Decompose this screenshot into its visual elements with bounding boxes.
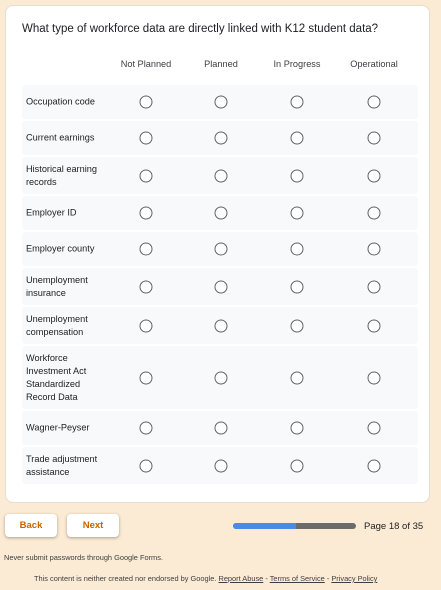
- row-label: Occupation code: [26, 96, 95, 107]
- radio-not-planned[interactable]: [140, 280, 153, 293]
- radio-in-progress[interactable]: [291, 207, 304, 220]
- radio-not-planned[interactable]: [140, 132, 153, 145]
- radio-planned[interactable]: [215, 96, 228, 109]
- radio-operational[interactable]: [368, 459, 381, 472]
- row-label: Trade adjustment assistance: [26, 453, 98, 477]
- grid-row: [22, 157, 418, 194]
- column-header-planned: Planned: [204, 59, 238, 69]
- grid-row: [22, 232, 418, 266]
- grid-row: [22, 196, 418, 230]
- grid-row: [22, 85, 418, 119]
- grid-row: [22, 447, 418, 484]
- radio-planned[interactable]: [215, 207, 228, 220]
- radio-operational[interactable]: [368, 96, 381, 109]
- radio-not-planned[interactable]: [140, 319, 153, 332]
- radio-operational[interactable]: [368, 371, 381, 384]
- question-title: What type of workforce data are directly linked with K12 student data?: [22, 23, 379, 35]
- radio-in-progress[interactable]: [291, 422, 304, 435]
- back-button[interactable]: Back: [5, 514, 57, 537]
- column-header-not-planned: Not Planned: [120, 59, 172, 69]
- radio-not-planned[interactable]: [140, 243, 153, 256]
- row-label: Workforce Investment Act Standardized Record Data: [26, 352, 87, 402]
- row-label: Wagner-Peyser: [26, 422, 90, 433]
- report-abuse-link[interactable]: Report Abuse: [218, 574, 264, 583]
- radio-in-progress[interactable]: [291, 96, 304, 109]
- radio-not-planned[interactable]: [140, 96, 153, 109]
- radio-not-planned[interactable]: [140, 169, 153, 182]
- row-label: Unemployment compensation: [26, 313, 88, 337]
- disclaimer: [34, 574, 377, 583]
- radio-in-progress[interactable]: [291, 371, 304, 384]
- progress-bar: [233, 523, 356, 529]
- grid-row: [22, 346, 418, 409]
- radio-planned[interactable]: [215, 319, 228, 332]
- radio-planned[interactable]: [215, 371, 228, 384]
- progress-text: Page 18 of 35: [364, 521, 424, 532]
- radio-planned[interactable]: [215, 280, 228, 293]
- radio-not-planned[interactable]: [140, 371, 153, 384]
- radio-in-progress[interactable]: [291, 319, 304, 332]
- radio-in-progress[interactable]: [291, 169, 304, 182]
- radio-operational[interactable]: [368, 207, 381, 220]
- radio-operational[interactable]: [368, 319, 381, 332]
- radio-not-planned[interactable]: [140, 422, 153, 435]
- radio-in-progress[interactable]: [291, 280, 304, 293]
- privacy-policy-link[interactable]: Privacy Policy: [331, 574, 378, 583]
- radio-in-progress[interactable]: [291, 459, 304, 472]
- radio-in-progress[interactable]: [291, 132, 304, 145]
- radio-operational[interactable]: [368, 132, 381, 145]
- row-label: Employer county: [26, 243, 95, 254]
- separator: -: [324, 574, 332, 583]
- radio-operational[interactable]: [368, 280, 381, 293]
- radio-operational[interactable]: [368, 422, 381, 435]
- radio-planned[interactable]: [215, 459, 228, 472]
- radio-planned[interactable]: [215, 243, 228, 256]
- grid-row: [22, 307, 418, 344]
- progress-bar-fill: [233, 523, 296, 529]
- terms-of-service-link[interactable]: Terms of Service: [269, 574, 325, 583]
- question-card: [5, 5, 430, 503]
- next-button[interactable]: Next: [67, 514, 119, 537]
- column-header-in-progress: In Progress: [273, 59, 321, 69]
- row-label: Current earnings: [26, 132, 95, 143]
- column-header-operational: Operational: [350, 59, 398, 69]
- radio-not-planned[interactable]: [140, 459, 153, 472]
- radio-operational[interactable]: [368, 169, 381, 182]
- row-label: Historical earning records: [26, 163, 97, 187]
- radio-in-progress[interactable]: [291, 243, 304, 256]
- row-label: Employer ID: [26, 207, 77, 218]
- grid-row: [22, 268, 418, 305]
- separator: -: [263, 574, 270, 583]
- radio-not-planned[interactable]: [140, 207, 153, 220]
- radio-planned[interactable]: [215, 422, 228, 435]
- radio-planned[interactable]: [215, 132, 228, 145]
- radio-planned[interactable]: [215, 169, 228, 182]
- row-label: Unemployment insurance: [26, 274, 88, 298]
- disclaimer-text: This content is neither created nor endorsed by Google.: [34, 574, 217, 583]
- password-warning: Never submit passwords through Google Forms.: [4, 553, 163, 562]
- grid-row: [22, 411, 418, 445]
- grid-row: [22, 121, 418, 155]
- radio-operational[interactable]: [368, 243, 381, 256]
